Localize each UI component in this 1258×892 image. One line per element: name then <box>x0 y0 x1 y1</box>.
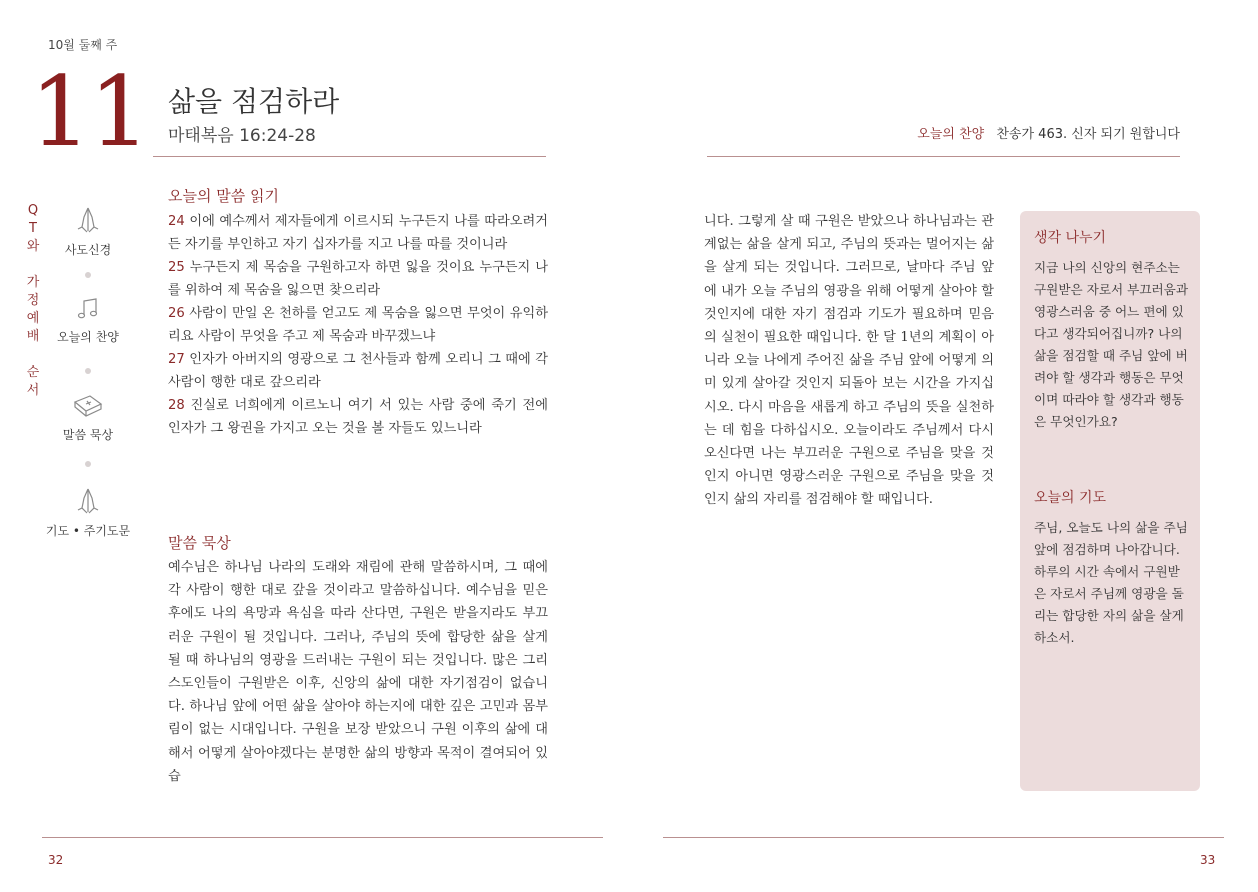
sharing-title: 생각 나누기 <box>1034 230 1107 246</box>
verse-number: 24 <box>168 214 185 229</box>
sidebar-item-label: 기도 • 주기도문 <box>45 524 131 538</box>
sidebar-item-label: 사도신경 <box>64 243 112 257</box>
bible-icon <box>72 392 104 420</box>
verse-list <box>168 210 548 440</box>
verse <box>168 256 548 302</box>
music-note-icon <box>75 296 101 322</box>
hymn-label: 오늘의 찬양 <box>917 127 985 142</box>
week-label: 10월 둘째 주 <box>48 38 118 52</box>
footer-divider-left <box>42 837 603 838</box>
sidebar-vertical-label: Q T 와 가 정 예 배 순 서 <box>26 203 40 398</box>
verse <box>168 210 548 256</box>
praying-hands-icon <box>73 205 103 235</box>
sidebar-item-label: 말씀 묵상 <box>62 428 114 442</box>
verse-number: 28 <box>168 398 185 413</box>
header-divider-left <box>153 156 546 157</box>
verse-text: 진실로 너희에게 이르노니 여기 서 있는 사람 중에 죽기 전에 인자가 그 왕권을 가지고 오는 것을 볼 자들도 있느니라 <box>168 398 548 436</box>
meditation-text-right: 니다. 그렇게 살 때 구원은 받았으나 하나님과는 관계없는 삶을 살게 되고, 주님의 뜻과는 멀어지는 삶을 살게 되는 것입니다. 그러므로, 날마다 주님 앞에 내가 오늘 주님의 영광을 위해 어떻게 살아야 할 것인지에 대한 자기 점검과 기도가 필요하며 믿음의 실천이 필요한 때입니다. 한 달 1년의 계획이 아니라 오늘 나에게 주어진 삶을 주님 앞에 어떻게 의미 있게 살아갈 것인지 되돌아 보는 시간을 가지십시오. 다시 마음을 새롭게 하고 주님의 뜻을 실천하는 데 힘을 다하십시오. 오늘이라도 주님께서 다시 오신다면 나는 부끄러운 구원으로 주님을 맞을 것인지 아니면 영광스러운 구원으로 주님을 맞을 것인지 삶의 자리를 점검해야 할 때입니다. <box>704 214 994 508</box>
verse <box>168 348 548 394</box>
meditation-title: 말씀 묵상 <box>168 534 231 552</box>
sidebar-item-hymn <box>38 296 138 345</box>
scripture-reference: 마태복음 16:24-28 <box>168 126 316 146</box>
page-number-left: 32 <box>48 853 64 867</box>
sidebar-dot <box>85 368 91 374</box>
sidebar-item-meditation <box>38 392 138 443</box>
header-divider-right <box>707 156 1180 157</box>
prayer-title: 오늘의 기도 <box>1034 490 1107 506</box>
sidebar-dot <box>85 461 91 467</box>
prayer-text: 주님, 오늘도 나의 삶을 주님 앞에 점검하며 나아갑니다. 하루의 시간 속에서 구원받은 자로서 주님께 영광을 돌리는 합당한 자의 삶을 살게 하소서. <box>1034 520 1188 645</box>
verse-text: 사람이 만일 온 천하를 얻고도 제 목숨을 잃으면 무엇이 유익하리요 사람이 무엇을 주고 제 목숨과 바꾸겠느냐 <box>168 306 548 344</box>
day-number: 11 <box>30 56 149 168</box>
hymn-text: 찬송가 463. 신자 되기 원합니다 <box>996 127 1180 142</box>
verse-number: 26 <box>168 306 185 321</box>
verse <box>168 302 548 348</box>
praying-hands-icon <box>73 486 103 516</box>
verse <box>168 394 548 440</box>
verse-text: 인자가 아버지의 영광으로 그 천사들과 함께 오리니 그 때에 각 사람이 행한 대로 갚으리라 <box>168 352 548 390</box>
reading-title: 오늘의 말씀 읽기 <box>168 187 279 205</box>
sharing-text: 지금 나의 신앙의 현주소는 구원받은 자로서 부끄러움과 영광스러움 중 어느 편에 있다고 생각되어집니까? 나의 삶을 점검할 때 주님 앞에 버려야 할 생각과 행동은 무엇이며 따라야 할 생각과 행동은 무엇인가요? <box>1034 260 1188 429</box>
sidebar-dot <box>85 272 91 278</box>
verse-text: 누구든지 제 목숨을 구원하고자 하면 잃을 것이요 누구든지 나를 위하여 제 목숨을 잃으면 찾으리라 <box>168 260 548 298</box>
verse-number: 25 <box>168 260 185 275</box>
verse-text: 이에 예수께서 제자들에게 이르시되 누구든지 나를 따라오려거든 자기를 부인하고 자기 십자가를 지고 나를 따를 것이니라 <box>168 214 548 252</box>
sidebar-item-creed <box>38 205 138 258</box>
page-title: 삶을 점검하라 <box>168 85 340 118</box>
meditation-text-left: 예수님은 하나님 나라의 도래와 재림에 관해 말씀하시며, 그 때에 각 사람이 행한 대로 갚을 것이라고 말씀하십니다. 예수님을 믿은 후에도 나의 욕망과 욕심을 따라 산다면, 구원은 받을지라도 부끄러운 구원이 될 것입니다. 그러나, 주님의 뜻에 합당한 삶을 살게 될 때 하나님의 영광을 드러내는 구원이 되는 것입니다. 많은 그리스도인들이 구원받은 이후, 신앙의 삶에 대한 자기점검이 없습니다. 하나님 앞에 어떤 삶을 살아야 하는지에 대한 깊은 고민과 몸부림이 없는 시대입니다. 구원을 보장 받았으니 구원 이후의 삶에 대해서 어떻게 살아야겠다는 분명한 삶의 방향과 목적이 결여되어 있습 <box>168 560 548 784</box>
sidebar-item-label: 오늘의 찬양 <box>57 330 119 344</box>
sidebar-item-prayer <box>38 486 138 539</box>
verse-number: 27 <box>168 352 185 367</box>
sharing-prayer-box <box>1020 211 1200 791</box>
page-number-right: 33 <box>1200 853 1216 867</box>
hymn-line <box>917 123 1180 142</box>
footer-divider-right <box>663 837 1224 838</box>
